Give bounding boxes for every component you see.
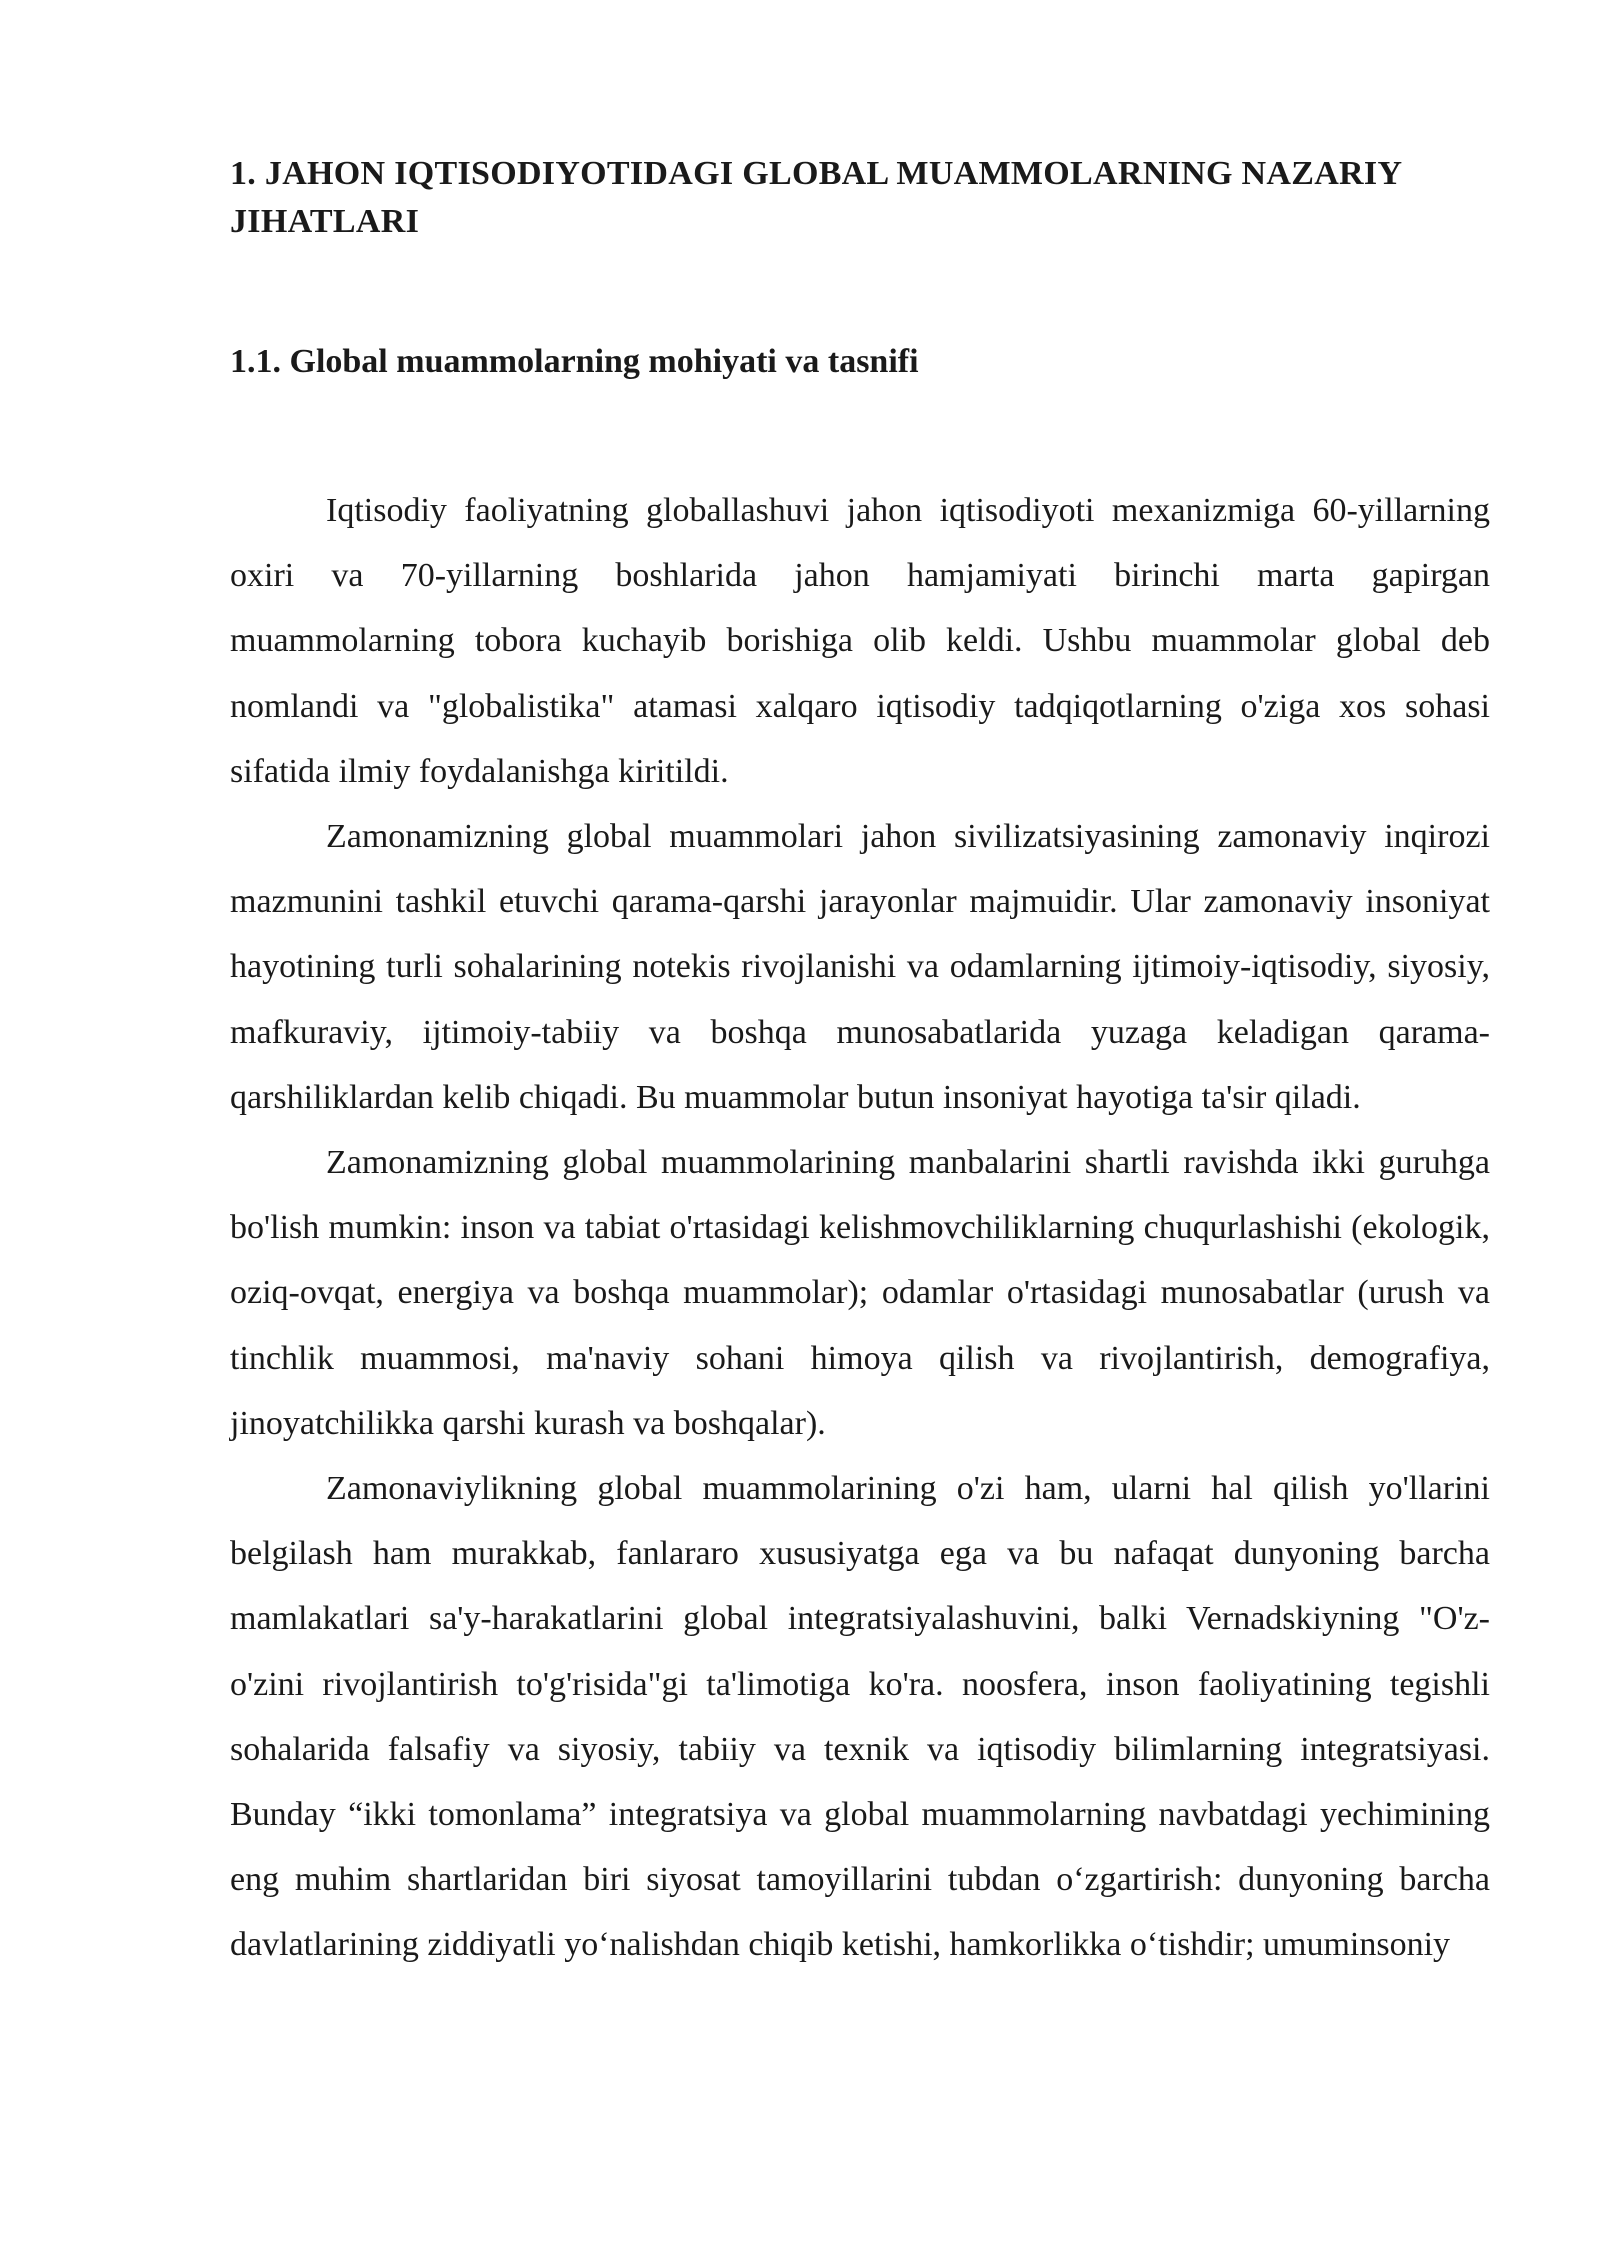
paragraph: Zamonamizning global muammolarining manbalarini shartli ravishda ikki guruhga bo'lish mumkin: inson va tabiat o'rtasidagi kelishmovchiliklarning chuqurlashishi (ekologik, oziq-ovqat, energiya va boshqa muammolar); odamlar o'rtasidagi munosabatlar (urush va tinchlik muammosi, ma'naviy sohani himoya qilish va rivojlantirish, demografiya, jinoyatchilikka qarshi kurash va boshqalar). [230, 1144, 1490, 1442]
body-text [230, 478, 1490, 1978]
paragraph: Zamonamizning global muammolari jahon sivilizatsiyasining zamonaviy inqirozi mazmunini tashkil etuvchi qarama-qarshi jarayonlar majmuidir. Ular zamonaviy insoniyat hayotining turli sohalarining notekis rivojlanishi va odamlarning ijtimoiy-iqtisodiy, siyosiy, mafkuraviy, ijtimoiy-tabiiy va boshqa munosabatlarida yuzaga keladigan qarama-qarshiliklardan kelib chiqadi. Bu muammolar butun insoniyat hayotiga ta'sir qiladi. [230, 818, 1490, 1116]
paragraph: Zamonaviylikning global muammolarining o'zi ham, ularni hal qilish yo'llarini belgilash ham murakkab, fanlararo xususiyatga ega va bu nafaqat dunyoning barcha mamlakatlari sa'y-harakatlarini global integratsiyalashuvini, balki Vernadskiyning "O'z-o'zini rivojlantirish to'g'risida"gi ta'limotiga ko'ra. noosfera, inson faoliyatining tegishli sohalarida falsafiy va siyosiy, tabiiy va texnik va iqtisodiy bilimlarning integratsiyasi. Bunday “ikki tomonlama” integratsiya va global muammolarning navbatdagi yechimining eng muhim shartlaridan biri siyosat tamoyillarini tubdan o‘zgartirish: dunyoning barcha davlatlarining ziddiyatli yo‘nalishdan chiqib ketishi, hamkorlikka o‘tishdir; umuminsoniy [230, 1470, 1490, 1964]
chapter-title: 1. JAHON IQTISODIYOTIDAGI GLOBAL MUAMMOLARNING NAZARIY JIHATLARI [230, 155, 1402, 240]
paragraph: Iqtisodiy faoliyatning globallashuvi jahon iqtisodiyoti mexanizmiga 60-yillarning oxiri va 70-yillarning boshlarida jahon hamjamiyati birinchi marta gapirgan muammolarning tobora kuchayib borishiga olib keldi. Ushbu muammolar global deb nomlandi va "globalistika" atamasi xalqaro iqtisodiy tadqiqotlarning o'ziga xos sohasi sifatida ilmiy foydalanishga kiritildi. [230, 492, 1490, 790]
document-page [230, 150, 1490, 1978]
section-title: 1.1. Global muammolarning mohiyati va tasnifi [230, 343, 919, 380]
